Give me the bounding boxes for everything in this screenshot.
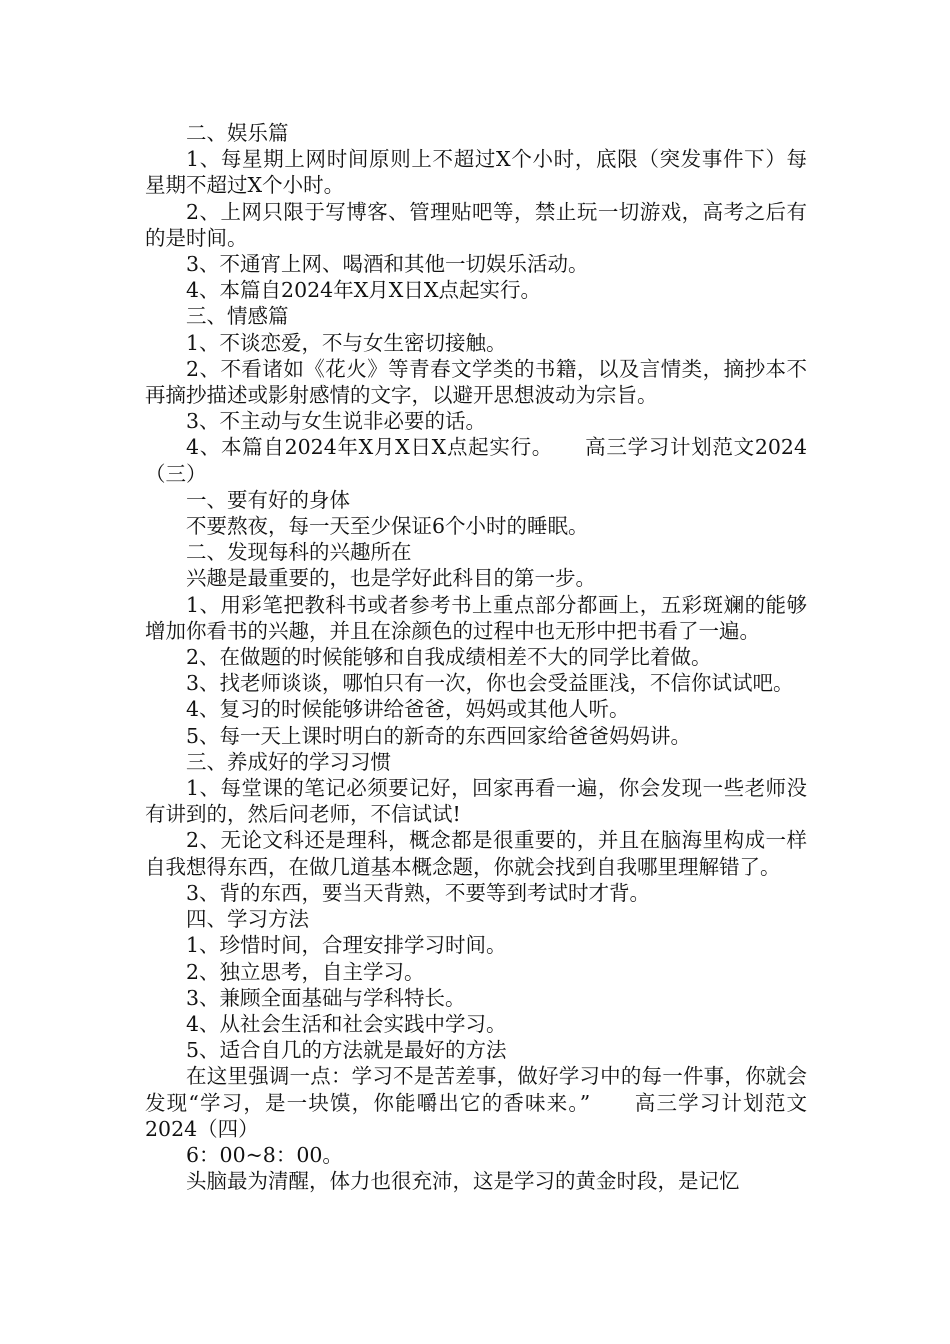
section-heading: 二、娱乐篇 <box>186 121 289 145</box>
paragraph: 5、适合自几的方法就是最好的方法 <box>186 1038 507 1063</box>
paragraph: 3、背的东西，要当天背熟，不要等到考试时才背。 <box>186 880 651 905</box>
section-heading: 二、发现每科的兴趣所在 <box>186 540 412 565</box>
paragraph: 4、复习的时候能够讲给爸爸，妈妈或其他人听。 <box>186 697 630 722</box>
paragraph: 1、珍惜时间，合理安排学习时间。 <box>186 933 507 958</box>
paragraph: 不要熬夜，每一天至少保证6个小时的睡眠。 <box>186 514 589 539</box>
document-body <box>145 120 807 1194</box>
section-heading: 一、要有好的身体 <box>186 487 350 512</box>
section-heading: 四、学习方法 <box>186 907 309 932</box>
paragraph: 3、不通宵上网、喝酒和其他一切娱乐活动。 <box>186 252 589 277</box>
paragraph: 1、每堂课的笔记必须要记好，回家再看一遍，你会发现一些老师没有讲到的，然后问老师，不信试试! <box>145 776 807 827</box>
paragraph: 6：00~8：00。 <box>186 1142 343 1167</box>
paragraph: 5、每一天上课时明白的新奇的东西回家给爸爸妈妈讲。 <box>186 723 692 748</box>
section-heading: 三、养成好的学习习惯 <box>186 749 391 774</box>
paragraph: 3、兼顾全面基础与学科特长。 <box>186 985 466 1010</box>
paragraph: 2、上网只限于写博客、管理贴吧等，禁止玩一切游戏，高考之后有的是时间。 <box>145 199 807 250</box>
paragraph: 2、不看诸如《花火》等青春文学类的书籍，以及言情类，摘抄本不再摘抄描述或影射感情的文字，以避开思想波动为宗旨。 <box>145 356 807 408</box>
paragraph: 2、独立思考，自主学习。 <box>186 959 425 984</box>
paragraph: 4、本篇自2024年X月X日X点起实行。 高三学习计划范文2024（三） <box>145 435 807 486</box>
paragraph: 在这里强调一点：学习不是苦差事，做好学习中的每一件事，你就会发现“学习，是一块馍，你能嚼出它的香味来。” 高三学习计划范文2024（四） <box>145 1064 807 1141</box>
paragraph: 4、从社会生活和社会实践中学习。 <box>186 1011 507 1036</box>
paragraph: 2、无论文科还是理科，概念都是很重要的，并且在脑海里构成一样自我想得东西，在做几道基本概念题，你就会找到自我哪里理解错了。 <box>145 828 807 879</box>
paragraph: 4、本篇自2024年X月X日X点起实行。 <box>186 278 541 303</box>
paragraph: 1、每星期上网时间原则上不超过X个小时，底限（突发事件下）每星期不超过X个小时。 <box>145 147 807 198</box>
section-heading: 三、情感篇 <box>186 304 289 329</box>
paragraph: 兴趣是最重要的，也是学好此科目的第一步。 <box>186 566 596 591</box>
paragraph: 头脑最为清醒，体力也很充沛，这是学习的黄金时段，是记忆 <box>186 1169 740 1194</box>
paragraph: 1、用彩笔把教科书或者参考书上重点部分都画上，五彩斑斓的能够增加你看书的兴趣，并且在涂颜色的过程中也无形中把书看了一遍。 <box>145 592 807 643</box>
paragraph: 3、找老师谈谈，哪怕只有一次，你也会受益匪浅，不信你试试吧。 <box>186 671 794 696</box>
paragraph: 1、不谈恋爱，不与女生密切接触。 <box>186 330 507 355</box>
paragraph: 3、不主动与女生说非必要的话。 <box>186 409 487 434</box>
paragraph: 2、在做题的时候能够和自我成绩相差不大的同学比着做。 <box>186 645 712 670</box>
